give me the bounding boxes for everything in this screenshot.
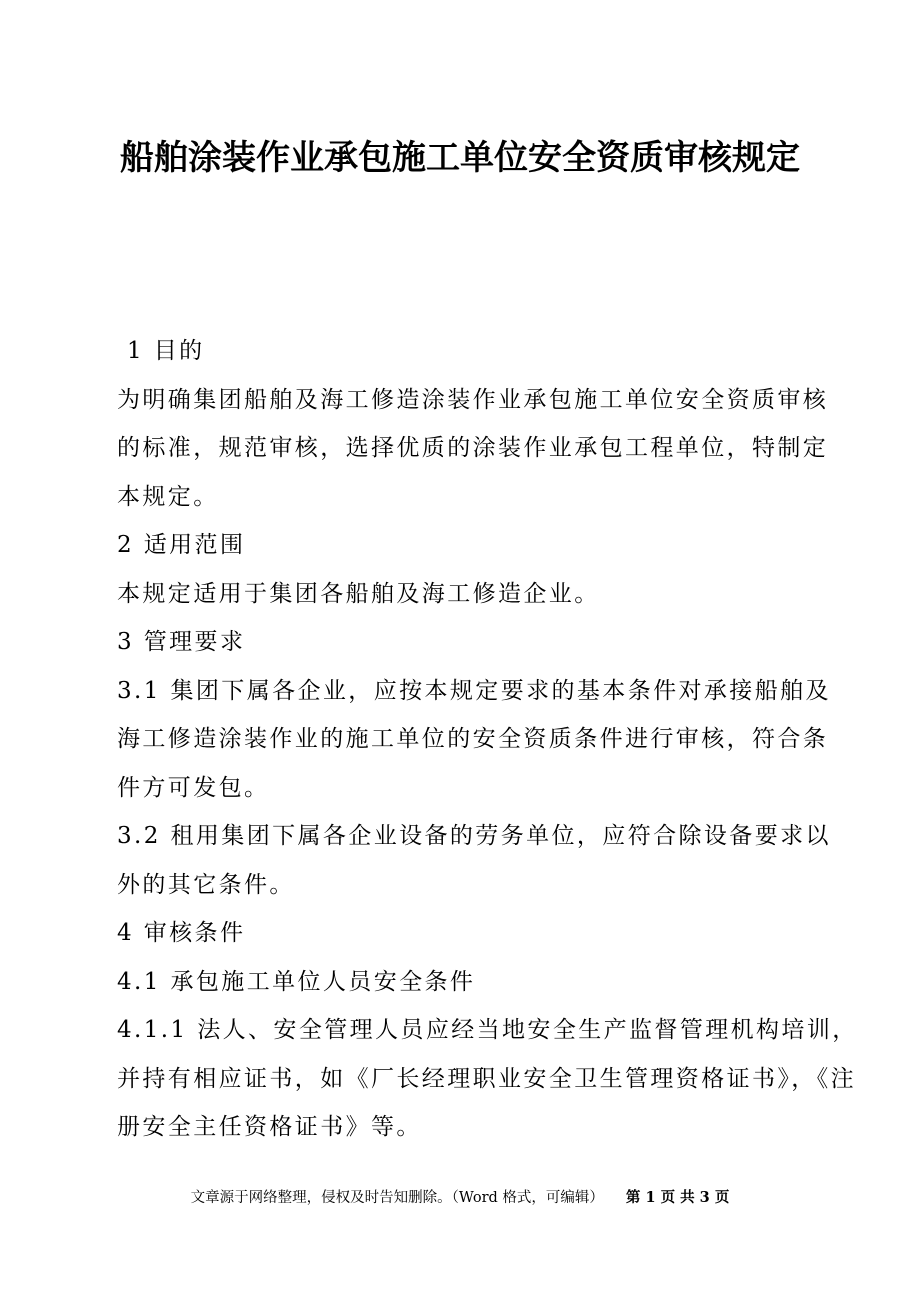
section-heading: 3 管理要求 [117, 629, 246, 655]
paragraph-line: 册安全主任资格证书》等。 [117, 1114, 422, 1140]
document-title: 船舶涂装作业承包施工单位安全资质审核规定 [120, 138, 800, 178]
paragraph-line: 并持有相应证书，如《厂长经理职业安全卫生管理资格证书》，《注 [117, 1065, 856, 1092]
page-footer [0, 1186, 920, 1210]
paragraph-line: 3.2 租用集团下属各企业设备的劳务单位，应符合除设备要求以 [117, 823, 831, 849]
footer-source-note: 文章源于网络整理，侵权及时告知删除。（Word 格式，可编辑） [190, 1190, 604, 1206]
paragraph-line: 外的其它条件。 [117, 871, 295, 898]
paragraph-line: 为明确集团船舶及海工修造涂装作业承包施工单位安全资质审核 [117, 386, 829, 413]
section-heading: 2 适用范围 [117, 532, 246, 558]
footer-page-number: 第 1 页 共 3 页 [625, 1189, 730, 1206]
paragraph-line: 3.1 集团下属各企业，应按本规定要求的基本条件对承接船舶及 [117, 677, 831, 704]
paragraph-line: 本规定。 [117, 483, 219, 510]
section-heading: 1 目的 [127, 338, 205, 364]
paragraph-line: 的标准，规范审核，选择优质的涂装作业承包工程单位，特制定 [117, 435, 829, 461]
subsection-heading: 4.1 承包施工单位人员安全条件 [117, 968, 476, 995]
section-heading: 4 审核条件 [117, 920, 246, 946]
paragraph-line: 4.1.1 法人、安全管理人员应经当地安全生产监督管理机构培训， [117, 1017, 858, 1043]
document-body [117, 327, 858, 1152]
paragraph-line: 本规定适用于集团各船舶及海工修造企业。 [117, 580, 600, 607]
paragraph-line: 海工修造涂装作业的施工单位的安全资质条件进行审核，符合条 [117, 726, 829, 752]
paragraph-line: 件方可发包。 [117, 774, 270, 801]
